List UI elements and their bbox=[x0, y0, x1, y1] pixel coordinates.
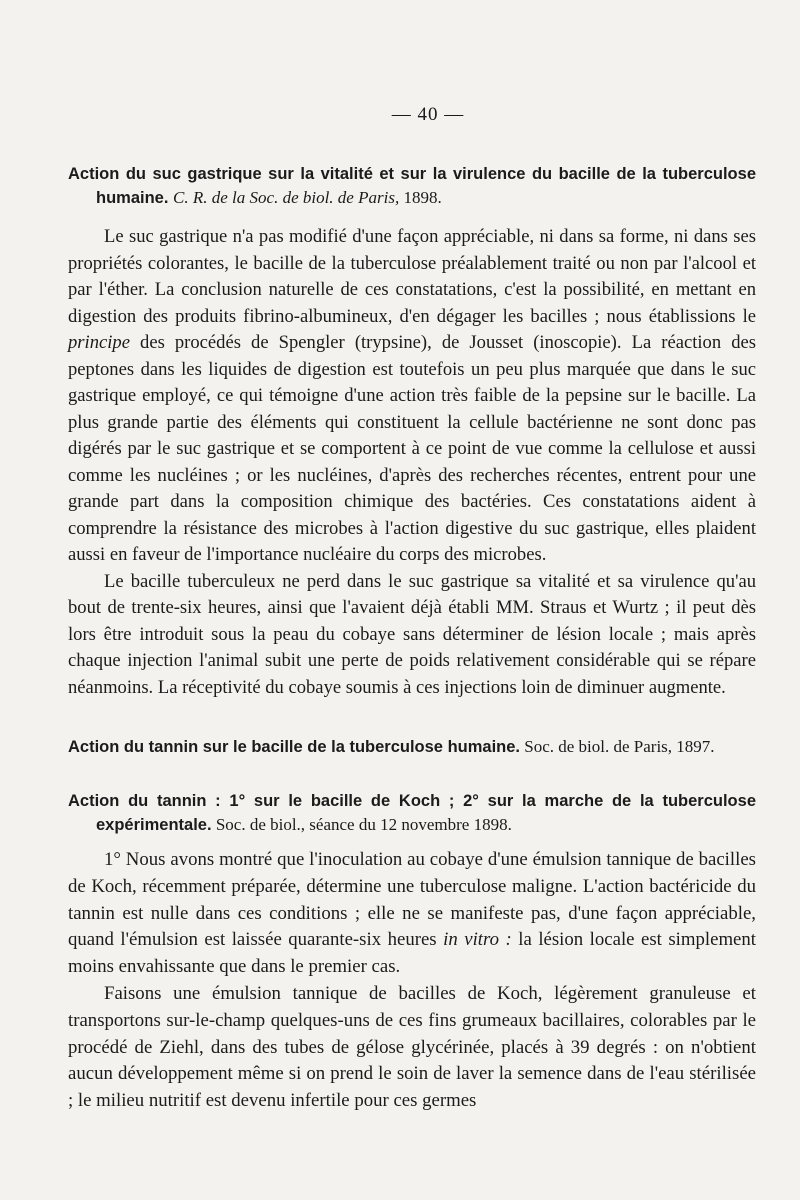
paragraph-gastric-2: Le bacille tuberculeux ne perd dans le suc gastrique sa vitalité et sa virulence qu'au bout de trente-six heures, ainsi que l'avaient déjà établi MM. Straus et Wurtz ; il peut dès lors être introduit sous la peau du cobaye sans déterminer de lésion locale ; mais après chaque injection l'animal subit une perte de poids relativement considérable qui se répare néanmoins. La réceptivité du cobaye soumis à ces injections loin de diminuer augmente. bbox=[68, 570, 756, 698]
reference-italic: C. R. de la Soc. de biol. de Paris, bbox=[173, 188, 400, 207]
heading-reference bbox=[173, 188, 442, 207]
paragraph-tannin-1 bbox=[68, 847, 756, 981]
section-heading-tannin-1898 bbox=[68, 789, 756, 837]
paragraph-italic: principe bbox=[68, 332, 130, 353]
paragraph-text: Le suc gastrique n'a pas modifié d'une façon appréciable, ni dans sa forme, ni dans ses propriétés colorantes, le bacille de la tuberculose préalablement traité ou non par l'alcool et par l'éther. La conclusion naturelle de ces constatations, c'est la possibilité, en mettant en digestion des produits fibrino-albumineux, d'en dégager les bacilles ; nous établissions le bbox=[68, 226, 756, 327]
reference-year: 1898. bbox=[399, 188, 442, 207]
heading-reference: Soc. de biol. de Paris, 1897. bbox=[520, 737, 715, 756]
paragraph-text: des procédés de Spengler (trypsine), de Jousset (inoscopie). La réaction des peptones dans les liquides de digestion est toutefois un peu plus marquée que dans le suc gastrique employé, ce qui témoigne d'une action très faible de la pepsine sur le bacille. La plus grande partie des éléments qui constituent la cellule bactérienne ne sont donc pas digérés par le suc gastrique et se comportent à ce point de vue comme la cellulose et aussi comme les nucléines ; or les nucléines, d'après des recherches récentes, entrent pour une grande part dans la composition chimique des bactéries. Ces constatations aident à comprendre la résistance des microbes à l'action digestive du suc gastrique, elles plaident aussi en faveur de l'importance nucléaire du corps des microbes. bbox=[68, 332, 756, 565]
section-heading-tannin-1897 bbox=[68, 735, 756, 759]
heading-text: Action du suc gastrique sur la vitalité et sur la virulence du bacille de la tuberculose humaine. bbox=[68, 165, 756, 207]
paragraph-italic: in vitro : bbox=[443, 929, 512, 951]
page-number: — 40 — bbox=[391, 104, 465, 125]
section-heading-gastric-juice bbox=[68, 162, 756, 210]
paragraph-tannin-2: Faisons une émulsion tannique de bacilles de Koch, légèrement granuleuse et transportons sur-le-champ quelques-uns de ces fins grumeaux bacillaires, colorables par le procédé de Ziehl, dans des tubes de gélose glycérinée, placés à 39 degrés : on n'obtient aucun développement même si on prend le soin de laver la semence dans de l'eau stérilisée ; le milieu nutritif est devenu infertile pour ces germes bbox=[68, 982, 756, 1112]
heading-text: Action du tannin sur le bacille de la tuberculose humaine. bbox=[68, 738, 521, 756]
heading-text: Action du tannin : 1° sur le bacille de Koch ; 2° sur la marche de la tuberculose expérimentale. bbox=[68, 792, 756, 834]
paragraph-gastric-1 bbox=[68, 224, 756, 569]
paragraph-text: 1° Nous avons montré que l'inoculation au cobaye d'une émulsion tannique de bacilles de Koch, récemment préparée, détermine une tuberculose maligne. L'action bactéricide du tannin est nulle dans ces conditions ; elle ne se manifeste pas, d'une façon appréciable, quand l'émulsion est laissée quarante-six heures bbox=[68, 849, 756, 951]
heading-reference: Soc. de biol., séance du 12 novembre 1898. bbox=[211, 815, 512, 834]
paragraph-text: la lésion locale est simplement moins envahissante que dans le premier cas. bbox=[68, 929, 756, 978]
